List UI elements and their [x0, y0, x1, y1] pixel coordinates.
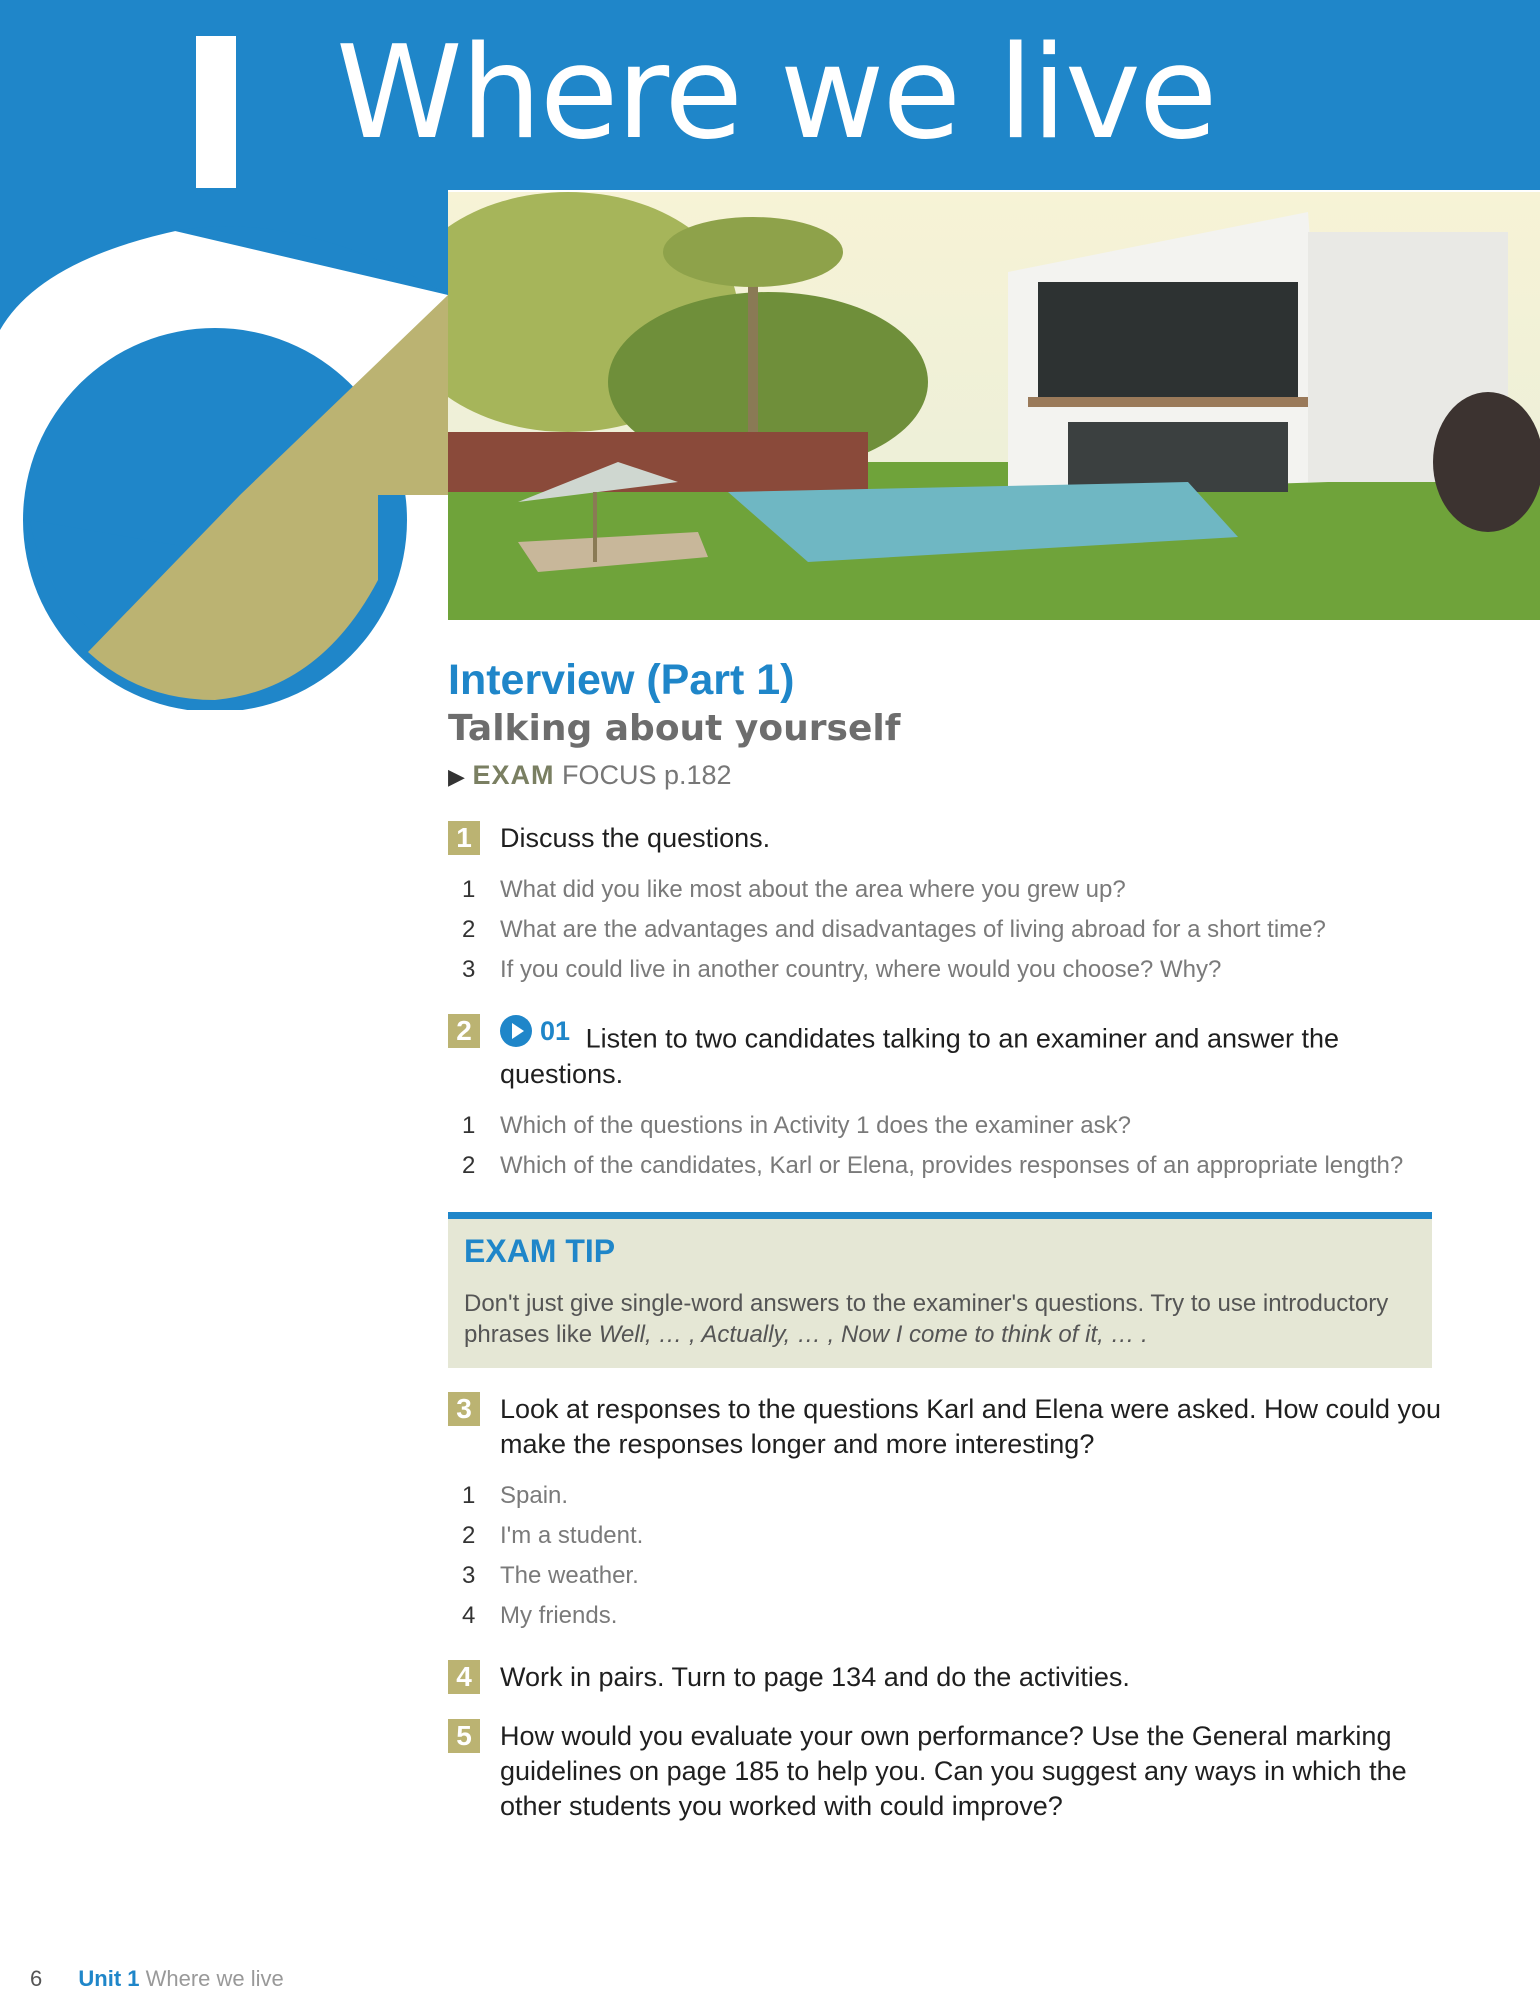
list-item: 4 My friends.: [462, 1602, 618, 1630]
list-item: 2 What are the advantages and disadvantages of living abroad for a short time?: [462, 915, 1326, 943]
exam-tip-text: Don't just give single-word answers to the examiner's questions. Try to use introductory phrases like Well, … , Actually, … , Now I come to think of it, … .: [464, 1289, 1389, 1348]
activity-number-badge: 4: [448, 1660, 480, 1694]
activity-number-badge: 1: [448, 821, 480, 855]
activity-instruction: Discuss the questions.: [500, 822, 771, 853]
focus-page: FOCUS p.182: [561, 759, 732, 790]
exam-label: EXAM: [472, 759, 555, 790]
page-number: 6: [30, 1966, 43, 1991]
activity-number-badge: 5: [448, 1719, 480, 1753]
list-item: 1 What did you like most about the area where you grew up?: [462, 875, 1126, 903]
exam-tip-title: EXAM TIP: [464, 1232, 616, 1269]
unit-number-bar: [196, 36, 236, 188]
unit-title: Where we live: [336, 19, 1216, 168]
exam-focus-link[interactable]: [448, 760, 1448, 791]
activity-instruction: 01 Listen to two candidates talking to an examiner and answer the questions.: [500, 1015, 1340, 1089]
exam-tip-box: [448, 1212, 1432, 1368]
activity-1: [448, 821, 1448, 856]
play-icon: [500, 1015, 532, 1047]
decorative-circle-graphic: [0, 190, 448, 710]
activity-instruction: Work in pairs. Turn to page 134 and do the activities.: [500, 1662, 1130, 1693]
activity-instruction: How would you evaluate your own performance? Use the General marking guidelines on page 185 to help you. Can you suggest any ways in which the other students you worked with could improve?: [500, 1721, 1407, 1822]
activity-3: [448, 1392, 1448, 1462]
list-item: 2 I'm a student.: [462, 1522, 644, 1550]
main-content: [448, 655, 1448, 1825]
activity-2: [448, 1014, 1448, 1092]
response-list: [448, 1476, 1448, 1636]
page-footer: [30, 1966, 284, 1992]
footer-title: Where we live: [145, 1966, 284, 1991]
list-item: 1 Which of the questions in Activity 1 does the examiner ask?: [462, 1111, 1131, 1139]
house-photo: [448, 192, 1540, 620]
exam-tip-phrases: Well, … , Actually, … , Now I come to think of it, … .: [598, 1320, 1148, 1348]
audio-track-button[interactable]: [500, 1014, 570, 1049]
triangle-right-icon: ▶: [448, 763, 465, 789]
list-item: 3 If you could live in another country, where would you choose? Why?: [462, 955, 1222, 983]
question-list: [448, 870, 1448, 990]
question-list: [448, 1106, 1448, 1186]
activity-4: [448, 1660, 1448, 1695]
section-title: Interview (Part 1): [448, 656, 795, 704]
list-item: 2 Which of the candidates, Karl or Elena, provides responses of an appropriate length?: [462, 1151, 1404, 1179]
activity-5: [448, 1719, 1448, 1824]
activity-instruction: Look at responses to the questions Karl and Elena were asked. How could you make the responses longer and more interesting?: [500, 1393, 1442, 1460]
audio-track-number: 01: [540, 1015, 571, 1046]
footer-unit: Unit 1: [78, 1966, 140, 1991]
section-subtitle: Talking about yourself: [448, 707, 901, 749]
list-item: 1 Spain.: [462, 1482, 569, 1510]
activity-number-badge: 3: [448, 1392, 480, 1426]
list-item: 3 The weather.: [462, 1562, 639, 1590]
activity-number-badge: 2: [448, 1014, 480, 1048]
